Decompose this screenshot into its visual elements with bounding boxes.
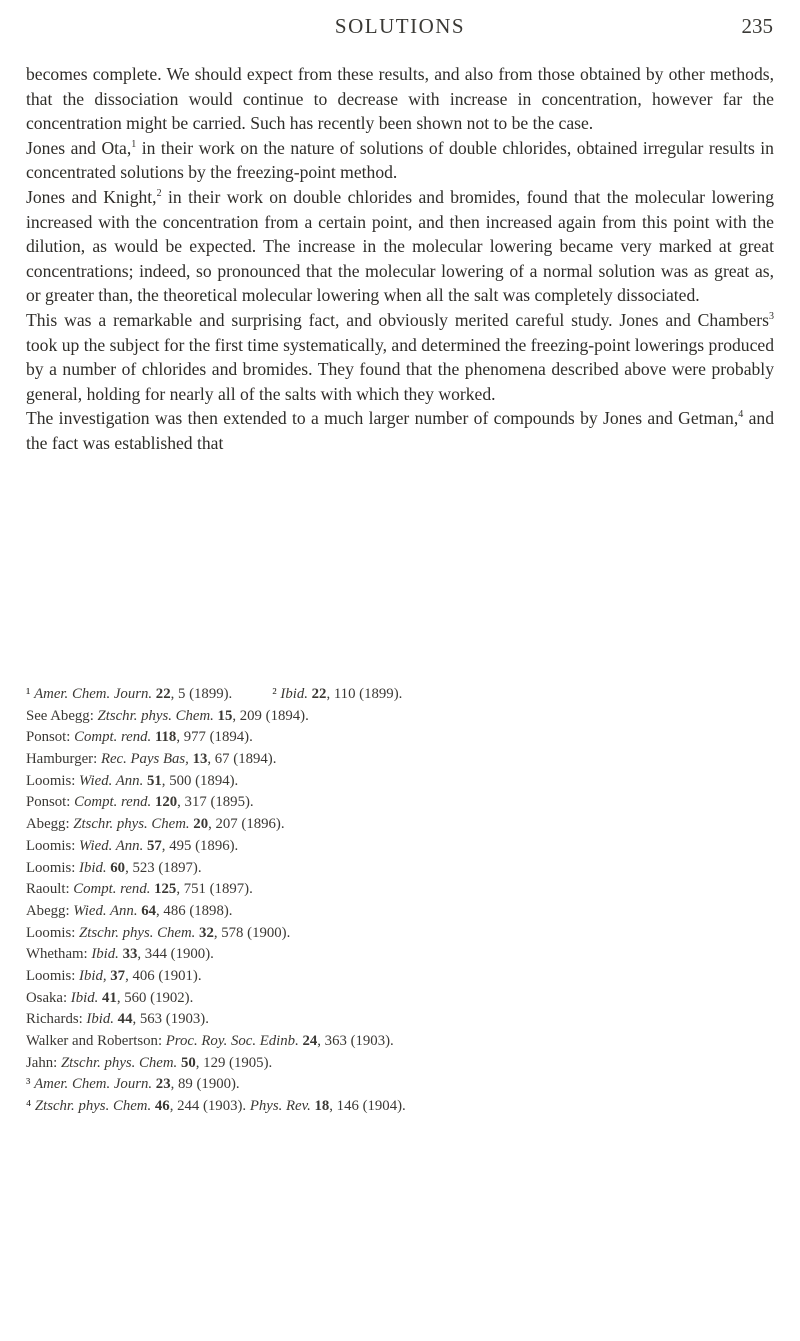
footnote-line (26, 923, 786, 945)
paragraph-text: took up the subject for the first time systematically, and determined the freezing-point lowerings produced by a number of chlorides and bromides. They found that the phenomena described above were probably general, holding for nearly all of the salts with which they worked. (26, 334, 774, 404)
footnote-line (26, 1009, 786, 1031)
fn-volume: 32 (195, 924, 214, 941)
fn-journal: Rec. Pays Bas, (100, 751, 189, 768)
footnote-line (26, 1096, 786, 1118)
paragraph (26, 136, 774, 185)
fn-volume: 51 (143, 772, 162, 789)
fn-prefix: Loomis: (26, 859, 80, 876)
footnote-ref: 2 (156, 188, 162, 200)
footnote-line (26, 1074, 786, 1096)
fn-prefix: Loomis: (26, 772, 80, 789)
fn-prefix: ⁴ (26, 1098, 35, 1115)
fn-volume: 20 (189, 816, 209, 833)
footnote-line (26, 966, 786, 988)
paragraph-text: The investigation was then extended to a much larger number of compounds by Jones and Getman, (26, 408, 739, 429)
fn-journal: Wied. Ann. (73, 902, 138, 919)
footnote-line (26, 792, 786, 814)
footnote-line (26, 706, 786, 728)
fn-volume: 18 (310, 1098, 330, 1115)
fn-prefix: Abegg: (26, 816, 74, 833)
fn-pages: , 110 (1899). (326, 686, 403, 702)
fn-journal: Amer. Chem. Journ. (34, 686, 153, 702)
footnotes (26, 684, 786, 1118)
fn-volume: 37 (106, 967, 126, 984)
fn-pages: , 363 (1903). (317, 1033, 394, 1049)
fn-journal: Amer. Chem. Journ. (34, 1076, 153, 1093)
fn-pages: , 563 (1903). (132, 1011, 209, 1028)
fn-pages: , 977 (1894). (176, 729, 253, 746)
fn-volume: 125 (150, 881, 177, 898)
fn-volume: 22 (152, 686, 171, 702)
footnote-ref: 1 (131, 138, 137, 150)
fn-volume: 64 (137, 902, 157, 919)
fn-journal: Ztschr. phys. Chem. (73, 816, 190, 833)
paragraph (26, 308, 774, 406)
fn-pages: , 209 (1894). (232, 707, 309, 724)
fn-journal: Ibid. (79, 859, 107, 876)
fn-pages: , 317 (1895). (177, 794, 254, 811)
fn-volume: 46 (151, 1098, 170, 1115)
fn-pages: , 486 (1898). (156, 902, 233, 919)
fn-prefix: ³ (26, 1076, 35, 1093)
fn-pages: , 751 (1897). (176, 881, 253, 898)
fn-journal: Ztschr. phys. Chem. (34, 1098, 152, 1115)
body-text (26, 62, 774, 456)
paragraph (26, 185, 774, 308)
fn-volume: 33 (118, 946, 138, 963)
fn-prefix: Loomis: (26, 924, 80, 941)
page-header (0, 14, 800, 54)
footnote-line (26, 1053, 786, 1075)
fn-volume: 118 (151, 729, 177, 746)
fn-prefix: Loomis: (26, 837, 80, 854)
footnote-line (26, 879, 786, 901)
fn-journal: Proc. Roy. Soc. Edinb. (165, 1033, 299, 1049)
fn-journal: Ztschr. phys. Chem. (79, 924, 196, 941)
paragraph (26, 406, 774, 455)
fn-volume: 24 (298, 1033, 318, 1049)
fn-pages: , 129 (1905). (195, 1054, 273, 1071)
footnote-line (26, 901, 786, 923)
running-title: SOLUTIONS (334, 14, 466, 38)
fn-volume: 60 (106, 859, 126, 876)
fn-pages: , 523 (1897). (125, 859, 202, 876)
fn-journal: Ibid. (86, 1011, 114, 1028)
fn-journal: Ztschr. phys. Chem. (97, 707, 214, 724)
footnote-line (26, 749, 786, 771)
fn-pages: , 344 (1900). (137, 946, 214, 963)
fn-journal: Phys. Rev. (249, 1098, 311, 1115)
paragraph-text: Jones and Ota, (26, 137, 132, 158)
fn-volume: 120 (151, 794, 178, 811)
fn-prefix: Osaka: (26, 989, 71, 1006)
fn-journal: Compt. rend. (74, 729, 152, 746)
fn-volume: 57 (143, 837, 162, 854)
paragraph-text: becomes complete. We should expect from these results, and also from those obtained by other methods, that the dissociation would continue to decrease with increase in concentration, however far the concentration might be carried. Such has recently been shown not to be the case. (26, 64, 774, 134)
footnote-ref: 4 (738, 409, 744, 421)
fn-prefix: Jahn: (26, 1054, 61, 1071)
fn-prefix: ² (272, 686, 281, 702)
paragraph-text: This was a remarkable and surprising fact, and obviously merited careful study. Jones and Chambers (26, 309, 769, 330)
fn-prefix: Ponsot: (26, 794, 75, 811)
paragraph-text: in their work on double chlorides and bromides, found that the molecular lowering increased with the concentration from a certain point, and then increased again from this point with the dilution, as would be expected. The increase in the molecular lowering became very marked at great concentrations; indeed, so pronounced that the molecular lowering of a normal solution was as great as, or greater than, the theoretical molecular lowering when all the salt was completely dissociated. (26, 186, 774, 306)
fn-volume: 15 (213, 707, 233, 724)
footnote-line (26, 858, 786, 880)
footnote-line (26, 1031, 786, 1053)
fn-pages: , 500 (1894). (161, 772, 239, 789)
fn-journal: Compt. rend. (74, 794, 152, 811)
fn-journal: Ibid. (70, 989, 99, 1006)
fn-volume: 44 (113, 1011, 133, 1028)
footnote-line (26, 836, 786, 858)
fn-prefix: Abegg: (26, 902, 74, 919)
footnote-line (26, 814, 786, 836)
fn-journal: Wied. Ann. (79, 837, 144, 854)
fn-prefix: Richards: (26, 1011, 87, 1028)
fn-pages: , 67 (1894). (207, 751, 277, 768)
footnote-line (26, 944, 786, 966)
fn-journal: Ibid, (79, 967, 107, 984)
fn-journal: Wied. Ann. (79, 772, 144, 789)
fn-pages: , 146 (1904). (329, 1098, 406, 1115)
fn-volume: 22 (307, 686, 327, 702)
paragraph-text: in their work on the nature of solutions of double chlorides, obtained irregular results in concentrated solutions by the freezing-point method. (26, 137, 774, 183)
fn-pages: , 89 (1900). (170, 1076, 240, 1093)
fn-pages: , 406 (1901). (125, 967, 202, 984)
fn-prefix: Hamburger: (26, 751, 101, 768)
footnote-ref: 3 (769, 311, 774, 323)
footnote-line (26, 988, 786, 1010)
fn-journal: Compt. rend. (73, 881, 151, 898)
fn-volume: 23 (152, 1076, 171, 1093)
footnote-line (26, 727, 786, 749)
fn-prefix: Walker and Robertson: (26, 1033, 166, 1049)
fn-volume: 41 (98, 989, 117, 1006)
fn-pages: , 578 (1900). (213, 924, 291, 941)
fn-prefix: ¹ (26, 686, 35, 702)
paragraph (26, 62, 774, 136)
fn-pages: , 207 (1896). (208, 816, 285, 833)
paragraph-text: Jones and Knight, (26, 186, 157, 207)
fn-journal: Ibid. (91, 946, 119, 963)
footnote-line (26, 684, 786, 706)
fn-pages: , 560 (1902). (116, 989, 194, 1006)
fn-prefix: Ponsot: (26, 729, 75, 746)
fn-pages: , 244 (1903). (169, 1098, 247, 1115)
fn-volume: 50 (177, 1054, 196, 1071)
fn-journal: Ztschr. phys. Chem. (60, 1054, 178, 1071)
fn-pages: , 495 (1896). (161, 837, 239, 854)
page-number: 235 (741, 14, 773, 38)
fn-journal: Ibid. (280, 686, 308, 702)
fn-prefix: Raoult: (26, 881, 74, 898)
fn-volume: 13 (188, 751, 208, 768)
paragraph-text: and the fact was established that (26, 408, 774, 453)
fn-prefix: Whetham: (26, 946, 92, 963)
fn-prefix: Loomis: (26, 967, 80, 984)
footnote-line (26, 771, 786, 793)
fn-pages: , 5 (1899). (170, 686, 233, 702)
fn-prefix: See Abegg: (26, 707, 98, 724)
